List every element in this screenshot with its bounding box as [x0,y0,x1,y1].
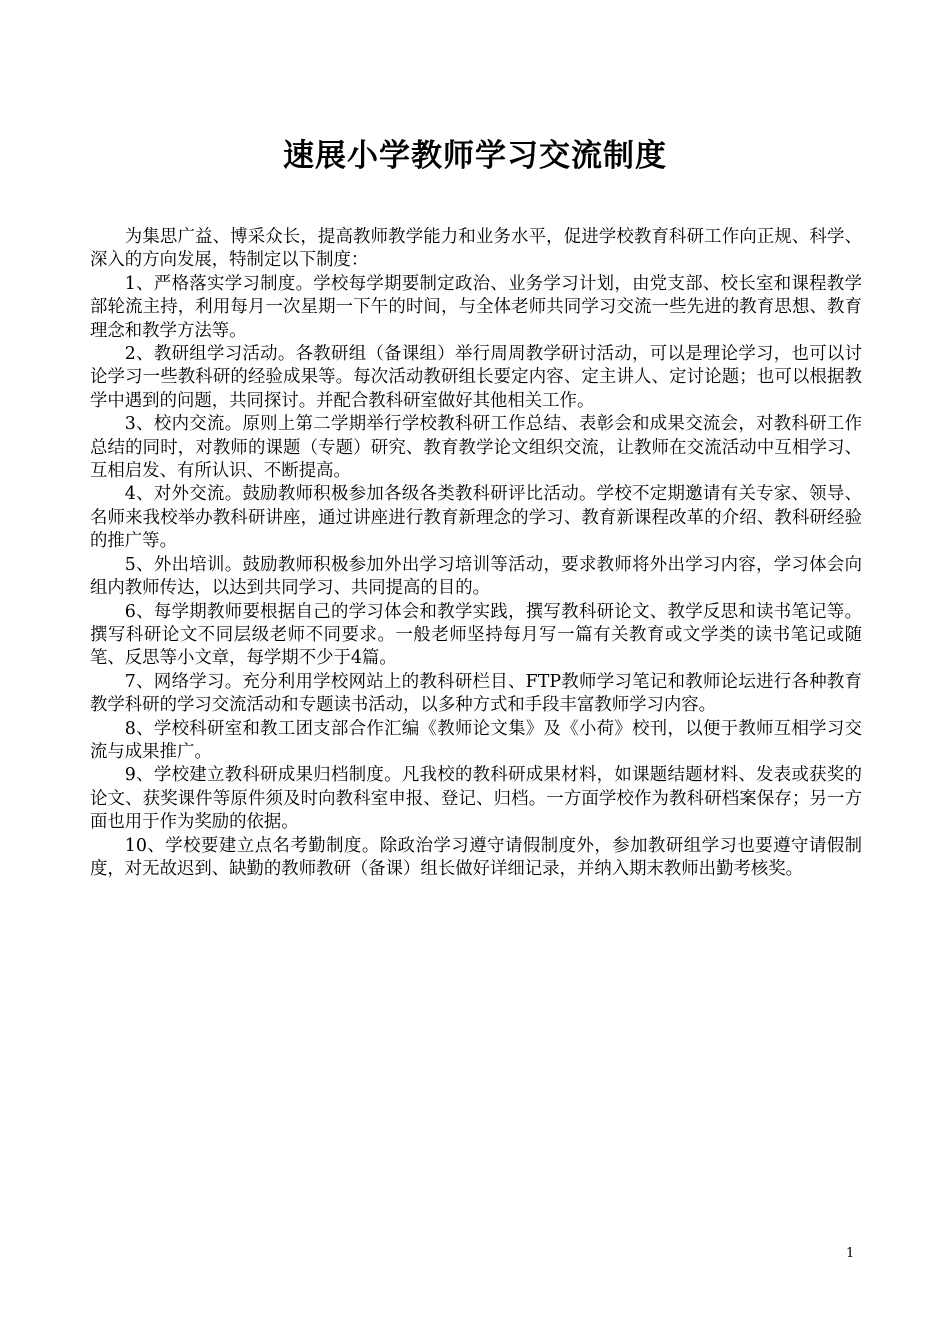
rule-item-4: 4、对外交流。鼓励教师积极参加各级各类教科研评比活动。学校不定期邀请有关专家、领导、名师来我校举办教科研讲座，通过讲座进行教育新理念的学习、教育新课程改革的介绍、教科研经验的推广等。 [90,484,862,552]
page-number: 1 [846,1246,855,1261]
rule-item-2: 2、教研组学习活动。各教研组（备课组）举行周周教学研讨活动，可以是理论学习，也可以讨论学习一些教科研的经验成果等。每次活动教研组长要定内容、定主讲人、定讨论题；也可以根据教学中遇到的问题，共同探讨。并配合教科研室做好其他相关工作。 [90,344,862,411]
rule-item-8: 8、学校科研室和教工团支部合作汇编《教师论文集》及《小荷》校刊，以便于教师互相学习交流与成果推广。 [90,718,862,762]
rule-item-1: 1、严格落实学习制度。学校每学期要制定政治、业务学习计划，由党支部、校长室和课程教学部轮流主持，利用每月一次星期一下午的时间，与全体老师共同学习交流一些先进的教育思想、教育理念和教学方法等。 [90,273,862,341]
rule-item-9: 9、学校建立教科研成果归档制度。凡我校的教科研成果材料，如课题结题材料、发表或获奖的论文、获奖课件等原件须及时向教科室申报、登记、归档。一方面学校作为教科研档案保存；另一方面也用于作为奖励的依据。 [90,765,862,833]
intro-paragraph: 为集思广益、博采众长，提高教师教学能力和业务水平，促进学校教育科研工作向正规、科学、深入的方向发展，特制定以下制度： [90,227,862,271]
document-body [90,226,862,881]
rule-item-10: 10、学校要建立点名考勤制度。除政治学习遵守请假制度外，参加教研组学习也要遵守请假制度，对无故迟到、缺勤的教师教研（备课）组长做好详细记录，并纳入期末教师出勤考核奖。 [90,835,862,879]
document-title: 速展小学教师学习交流制度 [283,138,667,174]
rule-item-7: 7、网络学习。充分利用学校网站上的教科研栏目、FTP教师学习笔记和教师论坛进行各种教育教学科研的学习交流活动和专题读书活动，以多种方式和手段丰富教师学习内容。 [90,671,862,716]
rule-item-5: 5、外出培训。鼓励教师积极参加外出学习培训等活动，要求教师将外出学习内容，学习体会向组内教师传达，以达到共同学习、共同提高的目的。 [90,554,862,599]
rule-item-6: 6、每学期教师要根据自己的学习体会和教学实践，撰写教科研论文、教学反思和读书笔记等。撰写科研论文不同层级老师不同要求。一般老师坚持每月写一篇有关教育或文学类的读书笔记或随笔、反思等小文章，每学期不少于4篇。 [90,601,862,669]
rule-item-3: 3、校内交流。原则上第二学期举行学校教科研工作总结、表彰会和成果交流会，对教科研工作总结的同时，对教师的课题（专题）研究、教育教学论文组织交流，让教师在交流活动中互相学习、互相启发、有所认识、不断提高。 [90,414,862,482]
